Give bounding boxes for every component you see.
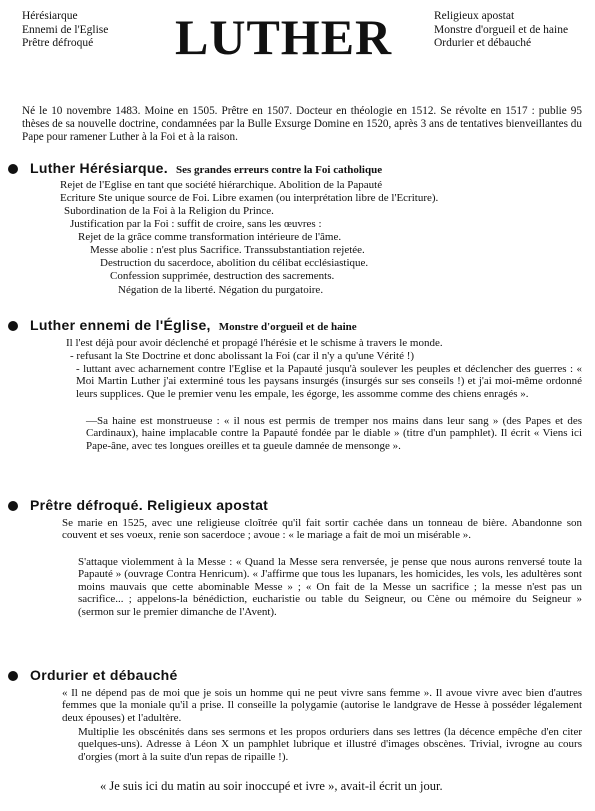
bullet-icon <box>8 321 18 331</box>
paragraph: « Il ne dépend pas de moi que je sois un homme qui ne peut vivre sans femme ». Il avoue vivre avec bien d'autres femmes que la moniale qu'il a prise. Il conseille la polygamie (autorise le landgrave de Hesse à posséder légalement deux épouses) et l'adultère. <box>62 687 582 724</box>
epithet: Prêtre défroqué <box>22 37 94 49</box>
list-item: Rejet de l'Eglise en tant que société hiérarchique. Abolition de la Papauté <box>60 179 383 191</box>
section-heresiarque <box>0 162 595 180</box>
bullet-icon <box>8 164 18 174</box>
page-title: LUTHER <box>175 9 393 65</box>
list-item: Destruction du sacerdoce, abolition du célibat ecclésiastique. <box>100 257 369 269</box>
section-ordurier-debauche <box>0 669 595 687</box>
section-title: Prêtre défroqué. Religieux apostat <box>30 497 269 513</box>
intro-paragraph: Né le 10 novembre 1483. Moine en 1505. Prêtre en 1507. Docteur en théologie en 1512. Se révolte en 1517 : publie 95 thèses de sa nouvelle doctrine, condamnées par la Bulle Exsurge Domine en 1520, après 3 ans de tentatives bienveillantes du Pape pour ramener Luther à la Foi et à la raison. <box>22 105 582 144</box>
section-heading <box>0 499 595 517</box>
header-right-epithets <box>434 10 568 51</box>
closing-quote: « Je suis ici du matin au soir inoccupé et ivre », avait-il écrit un jour. <box>100 779 443 793</box>
section-title: Ordurier et débauché <box>30 667 178 683</box>
list-item: Justification par la Foi : suffit de croire, sans les œuvres : <box>70 218 322 230</box>
paragraph: Se marie en 1525, avec une religieuse cloîtrée qu'il fait sortir cachée dans un tonneau de bière. Abandonne son couvent et ses voeux, renie son sacerdoce ; avoue : « le mariage a fait de moi un misérable ». <box>62 517 582 542</box>
list-item: Négation de la liberté. Négation du purgatoire. <box>118 284 324 296</box>
epithet: Hérésiarque <box>22 10 78 22</box>
list-item: Confession supprimée, destruction des sacrements. <box>110 270 335 282</box>
section-title: Luther ennemi de l'Église, Monstre d'orgueil et de haine <box>30 317 357 333</box>
list-item: Rejet de la grâce comme transformation intérieure de l'âme. <box>78 231 342 243</box>
paragraph: S'attaque violemment à la Messe : « Quand la Messe sera renversée, je pense que nous aurons renversé toute la Papauté » (ouvrage Contra Henricum). « J'affirme que tous les lupanars, les homicides, les vols, les adultères sont moins mauvais que cette abominable Messe » ; « On fait de la Messe un sacrifice ; la messe n'est pas un sacrifice... ; appelons-la bénédiction, eucharistie ou table du Seigneur, ou Cène ou mémoire du Seigneur » (sermon sur le premier dimanche de l'Avent). <box>78 556 582 618</box>
header-left-epithets <box>22 10 108 51</box>
section-ennemi-eglise <box>0 319 595 337</box>
epithet: Ennemi de l'Eglise <box>22 23 109 36</box>
paragraph: - refusant la Ste Doctrine et donc abolissant la Foi (car il n'y a qu'une Vérité !) <box>70 350 415 362</box>
list-item: Messe abolie : n'est plus Sacrifice. Transsubstantiation rejetée. <box>90 244 365 256</box>
bullet-icon <box>8 671 18 681</box>
section-heading <box>0 669 595 687</box>
paragraph: —Sa haine est monstrueuse : « il nous est permis de tremper nos mains dans leur sang » (des Papes et des Cardinaux), haine implacable contre la Papauté fondée par le diable » (titre d'un pamphlet). Il écrit « Viens ici Pape-âne, avec tes longues oreilles et ta gueule damnée de mensonge ». <box>86 415 582 452</box>
bullet-icon <box>8 501 18 511</box>
section-heading <box>0 162 595 180</box>
section-heading <box>0 319 595 337</box>
paragraph: Multiplie les obscénités dans ses sermons et les propos orduriers dans ses lettres (la décence empêche d'en citer quelques-uns). Adresse à Léon X un pamphlet lubrique et illustré d'images obscènes. Trivial, ivrogne au cours d'orgies (mort à la suite d'un repas de ripaille !). <box>78 726 582 763</box>
list-item: Ecriture Ste unique source de Foi. Libre examen (ou interprétation libre de l'Ecriture). <box>60 192 439 204</box>
section-subtitle: Monstre d'orgueil et de haine <box>218 321 357 333</box>
list-item: Subordination de la Foi à la Religion du Prince. <box>64 205 274 217</box>
epithet: Religieux apostat <box>434 10 515 22</box>
paragraph: - luttant avec acharnement contre l'Eglise et la Papauté jusqu'à soulever les peuples et déclencher des guerres : « Moi Martin Luther j'ai exterminé tous les paysans insurgés (insurgés sur ses conseils !) et j'ai moi-même ordonné leurs supplices. Que le premier venu les empale, les égorge, les assomme comme des chiens enragés ». <box>76 363 582 400</box>
paragraph: Il l'est déjà pour avoir déclenché et propagé l'hérésie et le schisme à travers le monde. <box>66 337 443 349</box>
section-subtitle: Ses grandes erreurs contre la Foi catholique <box>175 164 383 176</box>
section-pretre-defroque <box>0 499 595 517</box>
epithet: Ordurier et débauché <box>434 37 532 49</box>
epithet: Monstre d'orgueil et de haine <box>434 23 569 36</box>
section-title: Luther Hérésiarque. Ses grandes erreurs contre la Foi catholique <box>30 160 383 176</box>
